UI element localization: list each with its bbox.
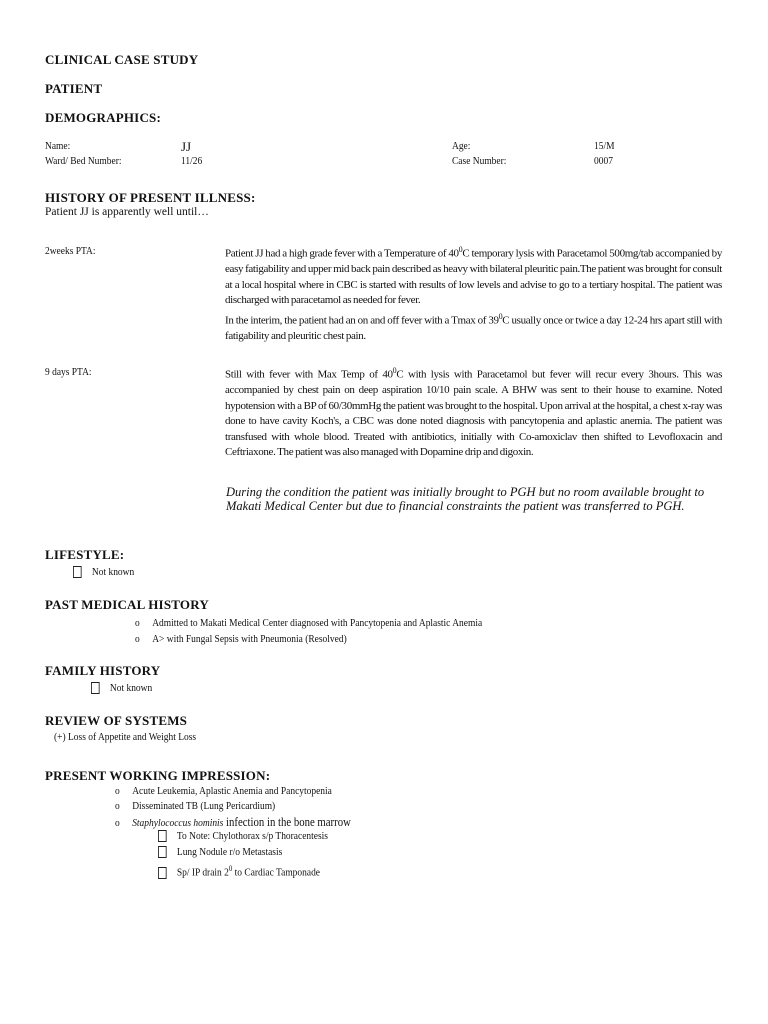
hpi-intro: Patient JJ is apparently well until… xyxy=(45,206,209,218)
checkbox-icon xyxy=(158,867,167,879)
lifestyle-heading: LIFESTYLE: xyxy=(45,547,125,562)
list-item: o Staphylococcus hominis infection in the bone marrow xyxy=(115,815,351,829)
sub-list-item: To Note: Chylothorax s/p Thoracentesis xyxy=(158,830,328,842)
family-heading: FAMILY HISTORY xyxy=(45,663,161,678)
case-value: 0007 xyxy=(594,155,613,167)
sub-list-item: Lung Nodule r/o Metastasis xyxy=(158,846,282,858)
case-label: Case Number: xyxy=(452,155,507,167)
bullet-icon: o xyxy=(115,800,120,812)
list-item: o Acute Leukemia, Aplastic Anemia and Pancytopenia xyxy=(115,785,332,797)
entry1-text: Patient JJ had a high grade fever with a Temperature of $40^0C$ temporary lysis with Paracetamol 500mg/tab accompanied by easy fatigability and upper mid back pain described as heavy with bilateral pleuritic pain.The patient was brought for consult at a local hospital where in CBC is started with results of low levels and advise to go to a tertiary hospital. The patient was discharged with paracetamol as needed for fever. In the interim, the patient had an on and off fever with a Tmax of $39^0C$ usually once or twice a day 12-24 hrs apart still with fatigability and pleuritic chest pain. xyxy=(225,245,722,342)
ward-label: Ward/ Bed Number: xyxy=(45,155,122,167)
entry2-label: 9 days PTA: xyxy=(45,366,92,378)
entry1-label: 2weeks PTA: xyxy=(45,245,96,257)
checkbox-icon xyxy=(91,682,100,694)
past-medical-heading: PAST MEDICAL HISTORY xyxy=(45,597,209,612)
checkbox-icon xyxy=(73,566,82,578)
name-label: Name: xyxy=(45,140,71,152)
list-item: o Disseminated TB (Lung Pericardium) xyxy=(115,800,276,812)
document-title: CLINICAL CASE STUDY xyxy=(45,52,199,67)
ros-heading: REVIEW OF SYSTEMS xyxy=(45,713,188,728)
ward-value: 11/26 xyxy=(181,155,203,167)
demographics-heading: DEMOGRAPHICS: xyxy=(45,110,161,125)
checkbox-icon xyxy=(158,846,167,858)
entry2-text: Still with fever with Max Temp of $40^0C$ with lysis with Paracetamol but fever will recur every 3hours. This was accompanied by chest pain on deep aspiration 10/10 pain scale. A BHW was sent to their house to examine. Noted hypotension with a BP of 60/30mmHg the patient was brought to the hospital. Upon arrival at the hospital, a chest x-ray was done to have cavity Koch's, a CBC was done noted diagnosis with pancytopenia and aplastic anemia. The patient was transfused with whole blood. Treated with antibiotics, initially with Co-amoxiclav then shifted to Levofloxacin and Ceftriaxone. The patient was also managed with Dopamine drip and digoxin. xyxy=(225,366,722,459)
bullet-icon: o xyxy=(115,817,120,829)
age-label: Age: xyxy=(452,140,471,152)
family-item: Not known xyxy=(91,682,152,694)
hpi-heading: HISTORY OF PRESENT ILLNESS: xyxy=(45,190,256,205)
list-item: o Admitted to Makati Medical Center diagnosed with Pancytopenia and Aplastic Anemia xyxy=(135,617,483,629)
name-value: JJ xyxy=(181,139,192,154)
patient-heading: PATIENT xyxy=(45,81,103,96)
ros-item: (+) Loss of Appetite and Weight Loss xyxy=(54,731,197,743)
bullet-icon: o xyxy=(135,617,140,629)
sub-list-item: Sp/ IP drain $2^0$ to Cardiac Tamponade xyxy=(158,864,320,879)
bullet-icon: o xyxy=(115,785,120,797)
italic-note: During the condition the patient was initially brought to PGH but no room available brought to Makati Medical Center but due to financial constraints the patient was transferred to PGH. xyxy=(226,485,705,513)
lifestyle-item: Not known xyxy=(73,566,134,578)
bullet-icon: o xyxy=(135,633,140,645)
age-value: 15/M xyxy=(594,140,615,152)
impression-heading: PRESENT WORKING IMPRESSION: xyxy=(45,768,271,783)
checkbox-icon xyxy=(158,830,167,842)
list-item: o A> with Fungal Sepsis with Pneumonia (Resolved) xyxy=(135,633,347,645)
